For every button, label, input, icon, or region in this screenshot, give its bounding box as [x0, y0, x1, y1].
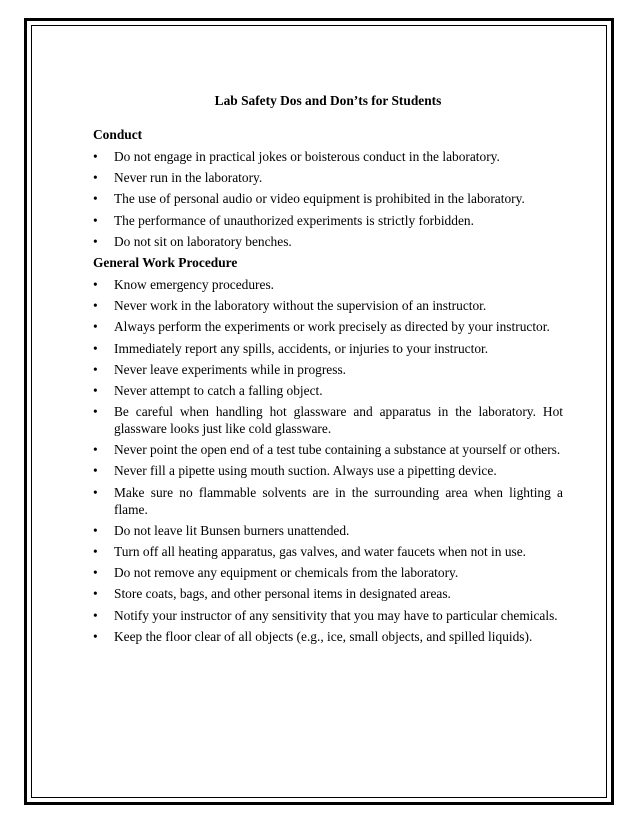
bullet-icon: • [93, 522, 98, 538]
list-item: • Never leave experiments while in progress. [93, 361, 347, 377]
section-general-work-procedure [93, 254, 563, 645]
list-item: • Immediately report any spills, accidents, or injuries to your instructor. [93, 340, 489, 356]
bullet-icon: • [93, 586, 98, 602]
bullet-icon: • [93, 484, 98, 500]
section-heading-general-work-procedure: General Work Procedure [93, 254, 238, 270]
list-item: • Do not sit on laboratory benches. [93, 233, 292, 249]
list-item: • The use of personal audio or video equipment is prohibited in the laboratory. [93, 191, 525, 207]
bullet-icon: • [93, 149, 98, 164]
list-item: • Be careful when handling hot glassware and apparatus in the laboratory. Hot glassware looks just like cold glassware. [93, 404, 563, 437]
document-body [93, 92, 563, 649]
list-item: • Never work in the laboratory without the supervision of an instructor. [93, 298, 487, 314]
list-item: • Turn off all heating apparatus, gas valves, and water faucets when not in use. [93, 544, 527, 559]
bullet-icon: • [93, 607, 98, 623]
bullet-icon: • [93, 565, 98, 581]
list-item: • Make sure no flammable solvents are in the surrounding area when lighting a flame. [93, 484, 563, 517]
bullet-icon: • [93, 233, 98, 249]
bullet-list-general-work-procedure [93, 276, 563, 645]
bullet-icon: • [93, 276, 98, 292]
bullet-icon: • [93, 404, 98, 420]
list-item: • The performance of unauthorized experiments is strictly forbidden. [93, 212, 474, 228]
list-item: • Keep the floor clear of all objects (e.g., ice, small objects, and spilled liquids). [93, 628, 533, 644]
list-item: • Never point the open end of a test tube containing a substance at yourself or others. [93, 442, 561, 458]
document-title: Lab Safety Dos and Don’ts for Students [214, 93, 442, 108]
bullet-icon: • [93, 382, 98, 398]
list-item: • Know emergency procedures. [93, 276, 275, 292]
bullet-icon: • [93, 463, 98, 479]
bullet-icon: • [93, 361, 98, 377]
list-item: • Always perform the experiments or work precisely as directed by your instructor. [93, 319, 550, 335]
bullet-icon: • [93, 319, 98, 335]
bullet-list-conduct [93, 148, 563, 250]
list-item: • Never attempt to catch a falling object. [93, 382, 323, 398]
bullet-icon: • [93, 340, 98, 356]
list-item: • Do not engage in practical jokes or boisterous conduct in the laboratory. [93, 149, 500, 164]
list-item: • Never run in the laboratory. [93, 170, 263, 186]
list-item: • Do not leave lit Bunsen burners unattended. [93, 522, 350, 538]
bullet-icon: • [93, 191, 98, 207]
section-heading-conduct: Conduct [93, 127, 143, 142]
bullet-icon: • [93, 628, 98, 644]
bullet-icon: • [93, 170, 98, 186]
bullet-icon: • [93, 212, 98, 228]
list-item: • Store coats, bags, and other personal items in designated areas. [93, 586, 451, 602]
list-item: • Never fill a pipette using mouth suction. Always use a pipetting device. [93, 463, 497, 479]
bullet-icon: • [93, 442, 98, 458]
bullet-icon: • [93, 298, 98, 314]
bullet-icon: • [93, 544, 98, 559]
section-conduct [93, 126, 563, 250]
list-item: • Do not remove any equipment or chemicals from the laboratory. [93, 565, 459, 581]
list-item: • Notify your instructor of any sensitivity that you may have to particular chemicals. [93, 607, 558, 623]
